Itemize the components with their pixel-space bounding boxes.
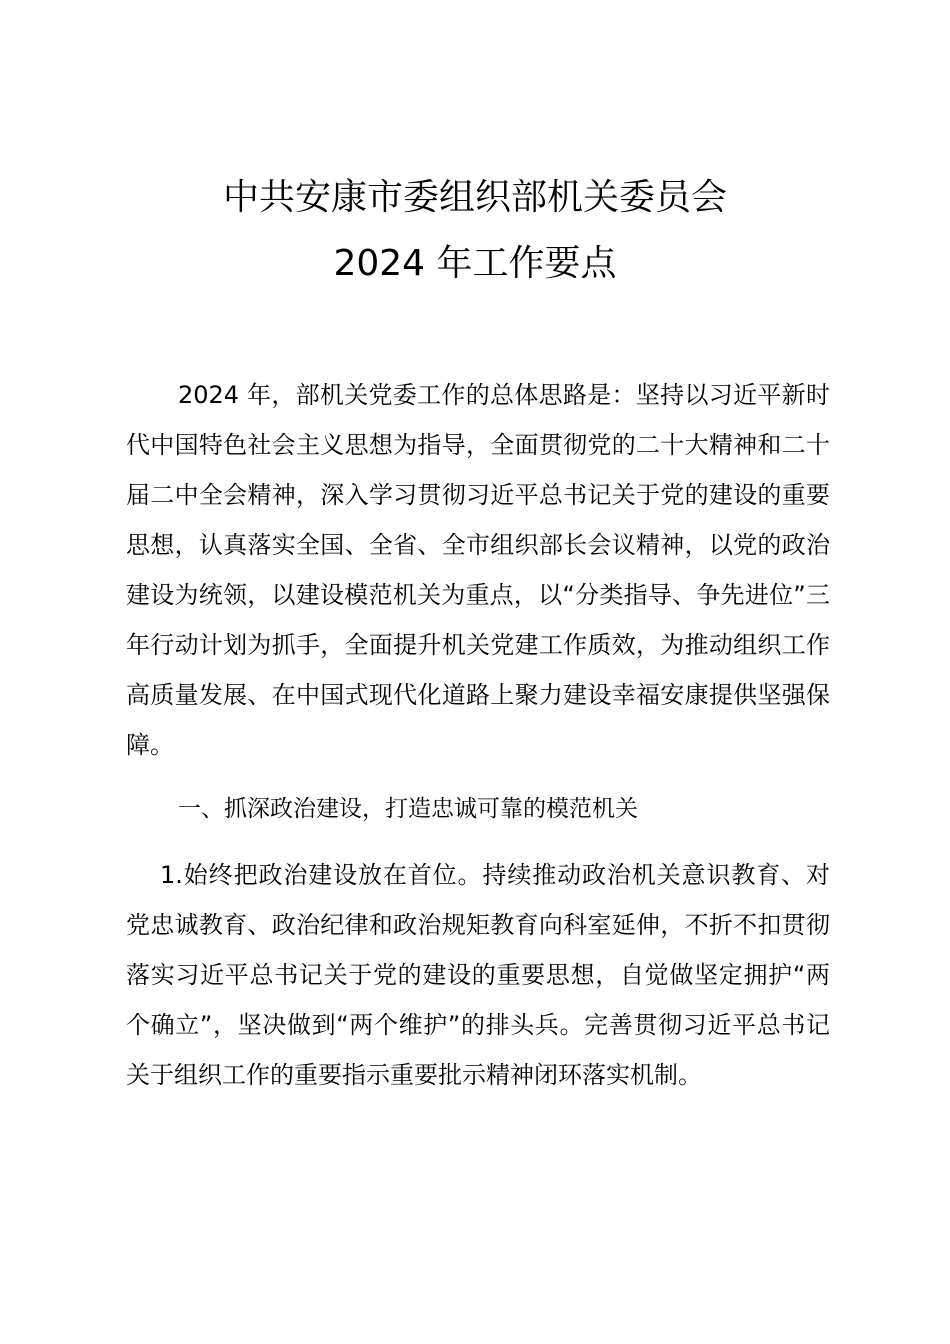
- intro-paragraph: 2024 年，部机关党委工作的总体思路是：坚持以习近平新时代中国特色社会主义思想为指导，全面贯彻党的二十大精神和二十届二中全会精神，深入学习贯彻习近平总书记关于党的建设的重要思想，认真落实全国、全省、全市组织部长会议精神，以党的政治建设为统领，以建设模范机关为重点，以“分类指导、争先进位”三年行动计划为抓手，全面提升机关党建工作质效，为推动组织工作高质量发展、在中国式现代化道路上聚力建设幸福安康提供坚强保障。: [126, 381, 830, 759]
- section-heading: 一、抓深政治建设，打造忠诚可靠的模范机关: [178, 796, 638, 822]
- document-title-line-2: 2024 年工作要点: [333, 243, 617, 284]
- section-item-paragraph: 1.始终把政治建设放在首位。持续推动政治机关意识教育、对党忠诚教育、政治纪律和政治规矩教育向科室延伸，不折不扣贯彻落实习近平总书记关于党的建设的重要思想，自觉做坚定拥护“两个确立”，坚决做到“两个维护”的排头兵。完善贯彻习近平总书记关于组织工作的重要指示重要批示精神闭环落实机制。: [126, 861, 830, 1089]
- document-title-line-1: 中共安康市委组织部机关委员会: [222, 177, 727, 218]
